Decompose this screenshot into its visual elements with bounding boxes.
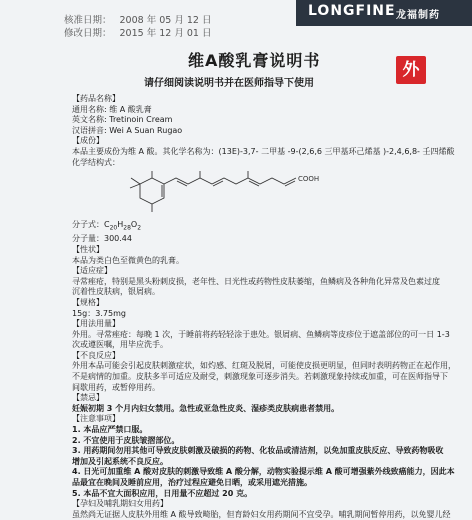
- brand-name-en: LONGFINE: [308, 3, 396, 19]
- date-block: [64, 14, 211, 40]
- adverse-text-1: 外用本品可能会引起皮肤刺激症状，如灼感、红斑及脱屑，可能使皮损更明显，但同时表明药物正在起作用，: [72, 361, 456, 371]
- revision-date: 2015 年 12 月 01 日: [119, 28, 212, 39]
- usage-text-1: 外用。寻常痤疮：每晚 1 次，于睡前将药轻轻涂于患处。银屑病、鱼鳞病等皮疹位于遮盖部位的可一日 1-3: [72, 329, 450, 339]
- section-header-name: 【药品名称】: [72, 94, 120, 103]
- revision-label: 修改日期：: [64, 28, 112, 39]
- chemical-structure-drawing: [118, 170, 338, 216]
- usage-text-2: 次或遵医嘱，用毕应洗手。: [72, 340, 168, 350]
- chemical-structure-figure: [72, 170, 412, 216]
- notice-item-4a: 4. 日光可加重维 A 酸对皮肤的刺激导致维 A 酸分解，动物实验提示维 A 酸可增强紫外线致癌能力，因此本: [72, 467, 455, 477]
- page-title: 维A酸乳膏说明书: [188, 51, 321, 70]
- notice-item-4b: 品最宜在晚间及睡前应用，治疗过程应避免日晒，或采用遮光措施。: [72, 478, 312, 487]
- document-header: [0, 0, 472, 54]
- pinyin-name: 汉语拼音: Wei A Suan Rugao: [72, 125, 183, 135]
- approval-label: 核准日期：: [64, 15, 112, 26]
- adverse-text-2: 不是病情的加重。皮肤多半可适应及耐受，刺激现象可逐步消失。若刺激现象持续或加重，可在医师指导下: [72, 372, 448, 382]
- english-name: 英文名称: Tretinoin Cream: [72, 115, 173, 125]
- contraindication-text: 妊娠初期 3 个月内妇女禁用。急性或亚急性皮炎、湿疹类皮肤病患者禁用。: [72, 403, 340, 413]
- molecular-formula: 分子式：$C_{20}H_{28}O_2$: [72, 220, 142, 232]
- notice-item-3b: 增加及引起系统不良反应。: [72, 456, 168, 466]
- section-header-pregnancy: 【孕妇及哺乳期妇女用药】: [72, 499, 168, 509]
- structure-label: 化学结构式：: [72, 157, 120, 167]
- svg-text:COOH: COOH: [298, 175, 320, 184]
- brand-name-zh: 龙福制药: [396, 10, 440, 21]
- indication-text-1: 寻常痤疮，特别是黑头粉刺皮损，老年性、日光性或药物性皮肤萎缩，鱼鳞病及各种角化异常及色素过度: [72, 276, 440, 286]
- traits-text: 本品为类白色至微黄色的乳膏。: [72, 255, 184, 265]
- section-header-traits: 【性状】: [72, 244, 104, 254]
- molecular-weight: 分子量：300.44: [72, 234, 132, 244]
- adverse-text-3: 间歇用药，或暂停用药。: [72, 382, 160, 392]
- pregnancy-text: 虽然尚无证据人皮肤外用维 A 酸导致畸胎，但育龄妇女用药期间不宜受孕。哺乳期间暂停用药，以免婴儿经: [72, 509, 451, 519]
- notice-item-2: 2. 不宜使用于皮肤皱摺部位。: [72, 435, 180, 445]
- external-use-badge: 外: [396, 56, 426, 84]
- leaflet-body: [72, 94, 456, 520]
- approval-date: 2008 年 05 月 12 日: [119, 15, 212, 26]
- section-header-notice: 【注意事项】: [72, 414, 120, 424]
- approval-date-line: [64, 14, 211, 27]
- section-header-ingredient: 【成份】: [72, 136, 104, 146]
- section-header-usage: 【用法用量】: [72, 319, 120, 329]
- notice-item-1: 1. 本品应严禁口服。: [72, 425, 148, 435]
- ingredient-text: 本品主要成份为维 A 酸。其化学名称为：(13E)-3,7- 二甲基 -9-(2,6,6 三甲基环己烯基 )-2,4,6,8- 壬四烯酸: [72, 146, 455, 156]
- page-subtitle: 请仔细阅读说明书并在医师指导下使用: [144, 78, 314, 89]
- indication-text-2: 沉着性皮肤病，银屑病。: [72, 287, 160, 297]
- section-header-adverse: 【不良反应】: [72, 350, 120, 360]
- section-header-contraindication: 【禁忌】: [72, 393, 104, 403]
- section-header-spec: 【规格】: [72, 297, 104, 307]
- common-name: 通用名称: 维 A 酸乳膏: [72, 104, 152, 114]
- notice-item-5: 5. 本品不宜大面积应用，日用量不应超过 20 克。: [72, 488, 253, 498]
- notice-item-3a: 3. 用药期间勿用其他可导致皮肤刺激及破损的药物、化妆品或清洁剂，以免加重皮肤反应、导致药物吸收: [72, 446, 444, 456]
- revision-date-line: [64, 27, 211, 40]
- spec-text: 15g：3.75mg: [72, 308, 126, 318]
- section-header-indication: 【适应症】: [72, 266, 112, 276]
- brand-logo: [296, 0, 472, 26]
